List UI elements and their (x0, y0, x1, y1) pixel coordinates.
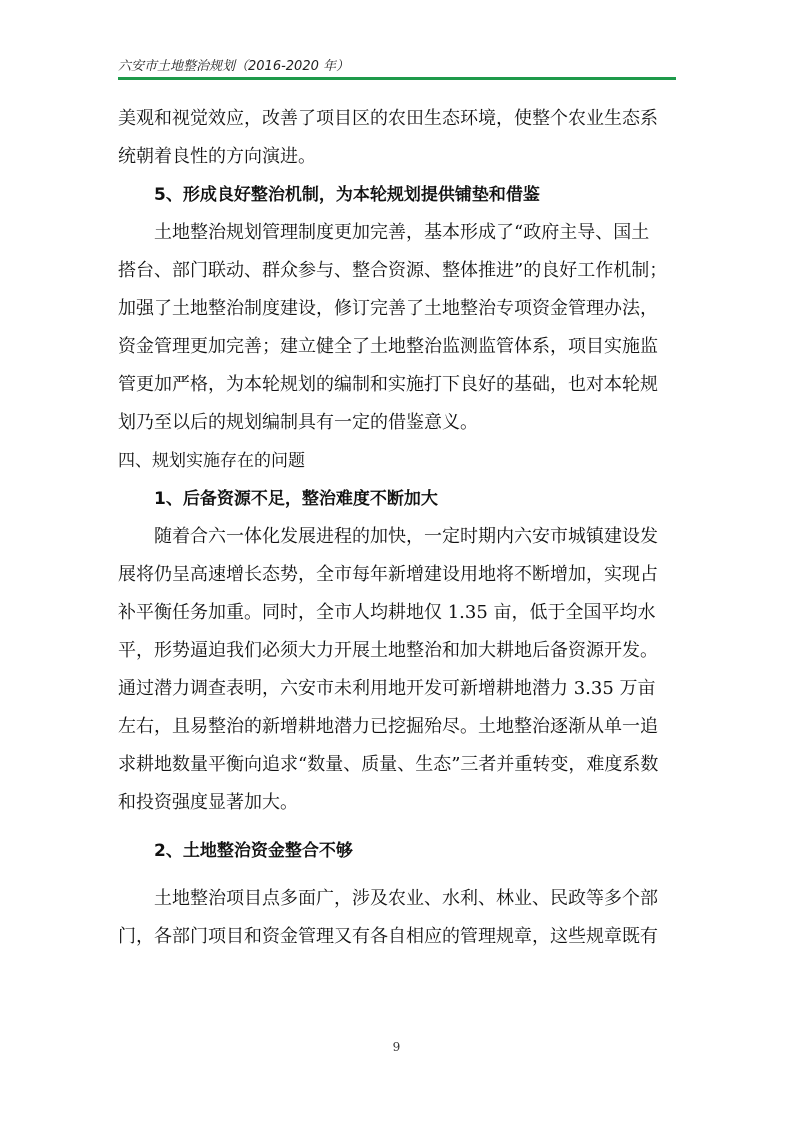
body-line: 土地整治项目点多面广，涉及农业、水利、林业、民政等多个部 (154, 888, 658, 909)
body-line: 补平衡任务加重。同时，全市人均耕地仅 1.35 亩，低于全国平均水 (118, 602, 656, 623)
body-line: 平，形势逼迫我们必须大力开展土地整治和加大耕地后备资源开发。 (118, 640, 658, 661)
body-line: 加强了土地整治制度建设，修订完善了土地整治专项资金管理办法， (118, 298, 658, 319)
body-line: 展将仍呈高速增长态势，全市每年新增建设用地将不断增加，实现占 (118, 564, 658, 585)
body-line: 求耕地数量平衡向追求“数量、质量、生态”三者并重转变，难度系数 (118, 754, 659, 775)
body-line: 美观和视觉效应，改善了项目区的农田生态环境，使整个农业生态系 (118, 108, 658, 129)
body-line: 管更加严格，为本轮规划的编制和实施打下良好的基础，也对本轮规 (118, 374, 658, 395)
subsection-heading: 1、后备资源不足，整治难度不断加大 (154, 489, 438, 509)
header-title: 六安市土地整治规划（2016-2020 年） (118, 59, 349, 74)
body-line: 门，各部门项目和资金管理又有各自相应的管理规章，这些规章既有 (118, 926, 658, 947)
header-rule (118, 77, 676, 80)
page-header (118, 53, 676, 81)
body-line: 和投资强度显著加大。 (118, 792, 298, 813)
body-line: 随着合六一体化发展进程的加快，一定时期内六安市城镇建设发 (154, 526, 658, 547)
subsection-heading: 5、形成良好整治机制，为本轮规划提供铺垫和借鉴 (154, 185, 540, 205)
section-heading: 四、规划实施存在的问题 (118, 451, 305, 471)
page-number: 9 (392, 1040, 401, 1054)
body-line: 统朝着良性的方向演进。 (118, 146, 316, 167)
spacer (118, 870, 678, 880)
body-line: 土地整治规划管理制度更加完善，基本形成了“政府主导、国土 (154, 222, 650, 243)
body-line: 搭台、部门联动、群众参与、整合资源、整体推进”的良好工作机制； (118, 260, 668, 281)
body-line: 左右，且易整治的新增耕地潜力已挖掘殆尽。土地整治逐渐从单一追 (118, 716, 658, 737)
spacer (118, 822, 678, 832)
body-line: 资金管理更加完善；建立健全了土地整治监测监管体系，项目实施监 (118, 336, 658, 357)
document-body (118, 100, 678, 956)
body-line: 通过潜力调查表明，六安市未利用地开发可新增耕地潜力 3.35 万亩 (118, 678, 656, 699)
subsection-heading: 2、土地整治资金整合不够 (154, 841, 353, 861)
body-line: 划乃至以后的规划编制具有一定的借鉴意义。 (118, 412, 478, 433)
